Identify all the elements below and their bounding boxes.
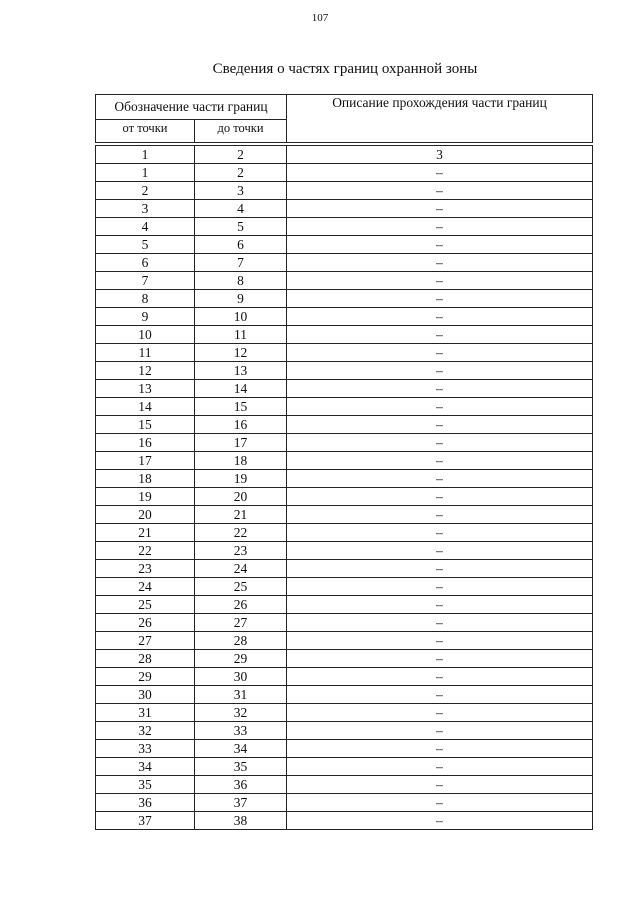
description-cell: – xyxy=(287,614,593,632)
table-row xyxy=(96,182,593,200)
description-cell: – xyxy=(287,218,593,236)
table-row xyxy=(96,632,593,650)
to-point-cell: 31 xyxy=(195,686,287,704)
table-row xyxy=(96,506,593,524)
description-cell: – xyxy=(287,794,593,812)
table-row xyxy=(96,326,593,344)
to-point-cell: 3 xyxy=(195,182,287,200)
description-cell: – xyxy=(287,416,593,434)
to-point-cell: 10 xyxy=(195,308,287,326)
to-point-cell: 22 xyxy=(195,524,287,542)
from-point-cell: 13 xyxy=(96,380,195,398)
from-point-cell: 37 xyxy=(96,812,195,830)
to-point-cell: 17 xyxy=(195,434,287,452)
table-header xyxy=(96,95,593,164)
to-point-cell: 25 xyxy=(195,578,287,596)
table-row xyxy=(96,650,593,668)
description-cell: – xyxy=(287,686,593,704)
to-point-cell: 36 xyxy=(195,776,287,794)
table-row xyxy=(96,776,593,794)
header-boundary-part: Обозначение части границ xyxy=(96,95,287,120)
description-cell: – xyxy=(287,326,593,344)
description-cell: – xyxy=(287,578,593,596)
to-point-cell: 8 xyxy=(195,272,287,290)
to-point-cell: 4 xyxy=(195,200,287,218)
from-point-cell: 27 xyxy=(96,632,195,650)
to-point-cell: 26 xyxy=(195,596,287,614)
to-point-cell: 28 xyxy=(195,632,287,650)
description-cell: – xyxy=(287,470,593,488)
from-point-cell: 23 xyxy=(96,560,195,578)
description-cell: – xyxy=(287,344,593,362)
from-point-cell: 35 xyxy=(96,776,195,794)
table-row xyxy=(96,200,593,218)
table-row xyxy=(96,218,593,236)
to-point-cell: 18 xyxy=(195,452,287,470)
header-from-point: от точки xyxy=(96,120,195,143)
header-description: Описание прохождения части границ xyxy=(287,95,593,143)
description-cell: – xyxy=(287,236,593,254)
to-point-cell: 37 xyxy=(195,794,287,812)
from-point-cell: 8 xyxy=(96,290,195,308)
from-point-cell: 31 xyxy=(96,704,195,722)
table-row xyxy=(96,596,593,614)
description-cell: – xyxy=(287,632,593,650)
to-point-cell: 27 xyxy=(195,614,287,632)
from-point-cell: 10 xyxy=(96,326,195,344)
to-point-cell: 7 xyxy=(195,254,287,272)
from-point-cell: 21 xyxy=(96,524,195,542)
description-cell: – xyxy=(287,704,593,722)
table-row xyxy=(96,704,593,722)
description-cell: – xyxy=(287,722,593,740)
from-point-cell: 18 xyxy=(96,470,195,488)
from-point-cell: 22 xyxy=(96,542,195,560)
table-row xyxy=(96,722,593,740)
from-point-cell: 5 xyxy=(96,236,195,254)
to-point-cell: 2 xyxy=(195,164,287,182)
table-row xyxy=(96,812,593,830)
to-point-cell: 11 xyxy=(195,326,287,344)
from-point-cell: 2 xyxy=(96,182,195,200)
to-point-cell: 9 xyxy=(195,290,287,308)
table-row xyxy=(96,362,593,380)
to-point-cell: 38 xyxy=(195,812,287,830)
from-point-cell: 33 xyxy=(96,740,195,758)
table-row xyxy=(96,398,593,416)
description-cell: – xyxy=(287,452,593,470)
from-point-cell: 17 xyxy=(96,452,195,470)
to-point-cell: 16 xyxy=(195,416,287,434)
table-row xyxy=(96,686,593,704)
description-cell: – xyxy=(287,668,593,686)
table-row xyxy=(96,434,593,452)
description-cell: – xyxy=(287,290,593,308)
table-row xyxy=(96,542,593,560)
from-point-cell: 1 xyxy=(96,164,195,182)
description-cell: – xyxy=(287,398,593,416)
from-point-cell: 25 xyxy=(96,596,195,614)
document-title: Сведения о частях границ охранной зоны xyxy=(212,61,478,77)
to-point-cell: 12 xyxy=(195,344,287,362)
to-point-cell: 20 xyxy=(195,488,287,506)
to-point-cell: 32 xyxy=(195,704,287,722)
description-cell: – xyxy=(287,488,593,506)
table-row xyxy=(96,308,593,326)
header-to-point: до точки xyxy=(195,120,287,143)
description-cell: – xyxy=(287,182,593,200)
table-row xyxy=(96,740,593,758)
column-number: 1 xyxy=(96,146,195,164)
description-cell: – xyxy=(287,506,593,524)
from-point-cell: 4 xyxy=(96,218,195,236)
from-point-cell: 14 xyxy=(96,398,195,416)
from-point-cell: 34 xyxy=(96,758,195,776)
column-number: 2 xyxy=(195,146,287,164)
description-cell: – xyxy=(287,740,593,758)
table-row xyxy=(96,344,593,362)
to-point-cell: 13 xyxy=(195,362,287,380)
description-cell: – xyxy=(287,776,593,794)
table-row xyxy=(96,470,593,488)
from-point-cell: 36 xyxy=(96,794,195,812)
table-row xyxy=(96,236,593,254)
description-cell: – xyxy=(287,542,593,560)
from-point-cell: 6 xyxy=(96,254,195,272)
to-point-cell: 5 xyxy=(195,218,287,236)
description-cell: – xyxy=(287,380,593,398)
to-point-cell: 14 xyxy=(195,380,287,398)
description-cell: – xyxy=(287,272,593,290)
description-cell: – xyxy=(287,164,593,182)
to-point-cell: 19 xyxy=(195,470,287,488)
description-cell: – xyxy=(287,200,593,218)
to-point-cell: 34 xyxy=(195,740,287,758)
description-cell: – xyxy=(287,560,593,578)
column-number-row xyxy=(96,146,593,164)
table-row xyxy=(96,164,593,182)
from-point-cell: 32 xyxy=(96,722,195,740)
table-row xyxy=(96,614,593,632)
from-point-cell: 3 xyxy=(96,200,195,218)
table-row xyxy=(96,272,593,290)
from-point-cell: 7 xyxy=(96,272,195,290)
description-cell: – xyxy=(287,434,593,452)
from-point-cell: 28 xyxy=(96,650,195,668)
description-cell: – xyxy=(287,308,593,326)
to-point-cell: 35 xyxy=(195,758,287,776)
page-number: 107 xyxy=(311,12,329,24)
table-row xyxy=(96,578,593,596)
table-row xyxy=(96,488,593,506)
description-cell: – xyxy=(287,812,593,830)
description-cell: – xyxy=(287,758,593,776)
to-point-cell: 30 xyxy=(195,668,287,686)
from-point-cell: 11 xyxy=(96,344,195,362)
from-point-cell: 26 xyxy=(96,614,195,632)
to-point-cell: 15 xyxy=(195,398,287,416)
table-row xyxy=(96,254,593,272)
table-row xyxy=(96,668,593,686)
from-point-cell: 24 xyxy=(96,578,195,596)
to-point-cell: 33 xyxy=(195,722,287,740)
boundary-parts-table xyxy=(95,94,593,830)
table-body xyxy=(96,164,593,830)
from-point-cell: 9 xyxy=(96,308,195,326)
table-row xyxy=(96,416,593,434)
table-row xyxy=(96,452,593,470)
from-point-cell: 30 xyxy=(96,686,195,704)
to-point-cell: 21 xyxy=(195,506,287,524)
column-number: 3 xyxy=(287,146,593,164)
table-row xyxy=(96,524,593,542)
to-point-cell: 29 xyxy=(195,650,287,668)
to-point-cell: 23 xyxy=(195,542,287,560)
table-row xyxy=(96,380,593,398)
description-cell: – xyxy=(287,524,593,542)
table-row xyxy=(96,758,593,776)
description-cell: – xyxy=(287,254,593,272)
from-point-cell: 20 xyxy=(96,506,195,524)
from-point-cell: 12 xyxy=(96,362,195,380)
from-point-cell: 15 xyxy=(96,416,195,434)
description-cell: – xyxy=(287,650,593,668)
table-row xyxy=(96,560,593,578)
table-row xyxy=(96,290,593,308)
to-point-cell: 24 xyxy=(195,560,287,578)
from-point-cell: 19 xyxy=(96,488,195,506)
description-cell: – xyxy=(287,596,593,614)
from-point-cell: 16 xyxy=(96,434,195,452)
table-row xyxy=(96,794,593,812)
from-point-cell: 29 xyxy=(96,668,195,686)
to-point-cell: 6 xyxy=(195,236,287,254)
description-cell: – xyxy=(287,362,593,380)
